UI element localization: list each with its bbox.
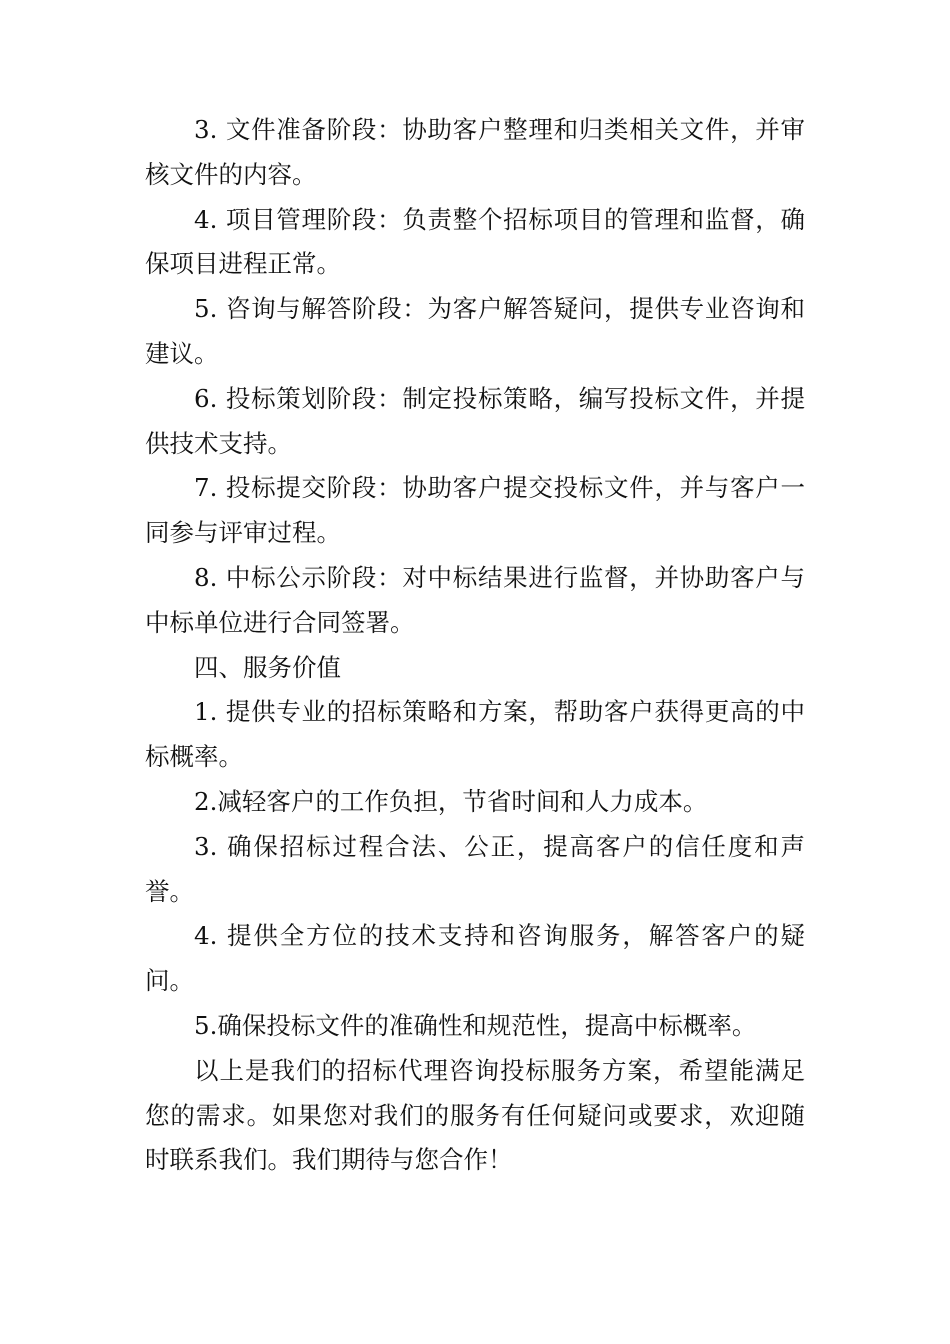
paragraph-value-3: 3. 确保招标过程合法、公正，提高客户的信任度和声誉。 xyxy=(145,831,805,906)
paragraph-step-3: 3. 文件准备阶段：协助客户整理和归类相关文件，并审核文件的内容。 xyxy=(145,115,805,189)
paragraph-step-4: 4. 项目管理阶段：负责整个招标项目的管理和监督，确保项目进程正常。 xyxy=(145,204,805,279)
paragraph-value-2: 2.减轻客户的工作负担，节省时间和人力成本。 xyxy=(194,786,708,816)
section-heading-service-value: 四、服务价值 xyxy=(194,652,341,682)
paragraph-step-6: 6. 投标策划阶段：制定投标策略，编写投标文件，并提供技术支持。 xyxy=(145,383,805,458)
paragraph-step-7: 7. 投标提交阶段：协助客户提交投标文件，并与客户一同参与评审过程。 xyxy=(145,473,805,548)
paragraph-step-8: 8. 中标公示阶段：对中标结果进行监督，并协助客户与中标单位进行合同签署。 xyxy=(145,562,805,637)
document-page xyxy=(145,108,805,1183)
paragraph-value-1: 1. 提供专业的招标策略和方案，帮助客户获得更高的中标概率。 xyxy=(145,697,805,772)
paragraph-step-5: 5. 咨询与解答阶段：为客户解答疑问，提供专业咨询和建议。 xyxy=(145,294,805,368)
paragraph-value-4: 4. 提供全方位的技术支持和咨询服务，解答客户的疑问。 xyxy=(145,921,805,996)
paragraph-value-5: 5.确保投标文件的准确性和规范性，提高中标概率。 xyxy=(194,1010,757,1040)
paragraph-closing: 以上是我们的招标代理咨询投标服务方案，希望能满足您的需求。如果您对我们的服务有任何疑问或要求，欢迎随时联系我们。我们期待与您合作！ xyxy=(145,1055,805,1175)
